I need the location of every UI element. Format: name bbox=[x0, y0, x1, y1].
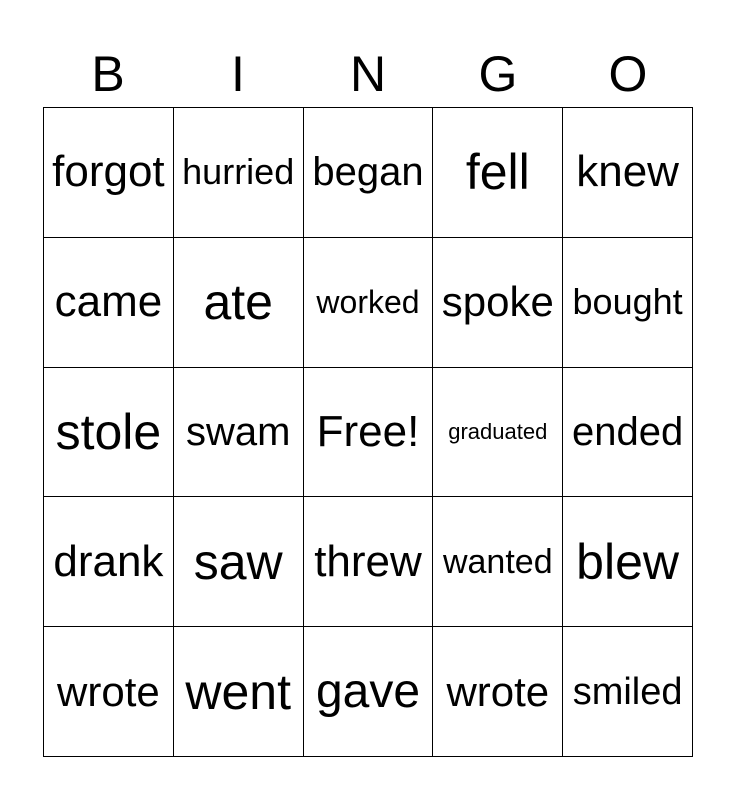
header-letter-i: I bbox=[231, 46, 245, 102]
header-letter-o: O bbox=[608, 46, 648, 102]
bingo-cell[interactable]: threw bbox=[304, 497, 434, 627]
bingo-cell[interactable]: saw bbox=[174, 497, 304, 627]
bingo-cell[interactable]: went bbox=[174, 627, 304, 757]
bingo-card bbox=[43, 107, 693, 757]
header-letter-n: N bbox=[349, 46, 387, 102]
bingo-cell[interactable]: wrote bbox=[433, 627, 563, 757]
header-letter-b: B bbox=[91, 46, 125, 102]
bingo-cell[interactable]: blew bbox=[563, 497, 693, 627]
bingo-cell[interactable]: ate bbox=[174, 238, 304, 368]
bingo-cell[interactable]: stole bbox=[44, 368, 174, 498]
bingo-cell[interactable]: gave bbox=[304, 627, 434, 757]
bingo-cell[interactable]: graduated bbox=[433, 368, 563, 498]
header-letter-g: G bbox=[478, 46, 518, 102]
bingo-cell[interactable]: knew bbox=[563, 108, 693, 238]
bingo-cell[interactable]: smiled bbox=[563, 627, 693, 757]
bingo-cell[interactable]: worked bbox=[304, 238, 434, 368]
bingo-cell[interactable]: began bbox=[304, 108, 434, 238]
bingo-header bbox=[43, 44, 693, 104]
bingo-cell[interactable]: fell bbox=[433, 108, 563, 238]
bingo-cell[interactable]: came bbox=[44, 238, 174, 368]
bingo-cell[interactable]: hurried bbox=[174, 108, 304, 238]
bingo-cell[interactable]: swam bbox=[174, 368, 304, 498]
bingo-cell[interactable]: wrote bbox=[44, 627, 174, 757]
bingo-cell[interactable]: bought bbox=[563, 238, 693, 368]
bingo-cell[interactable]: ended bbox=[563, 368, 693, 498]
free-space-cell[interactable]: Free! bbox=[304, 368, 434, 498]
bingo-cell[interactable]: wanted bbox=[433, 497, 563, 627]
bingo-cell[interactable]: drank bbox=[44, 497, 174, 627]
bingo-cell[interactable]: spoke bbox=[433, 238, 563, 368]
bingo-cell[interactable]: forgot bbox=[44, 108, 174, 238]
